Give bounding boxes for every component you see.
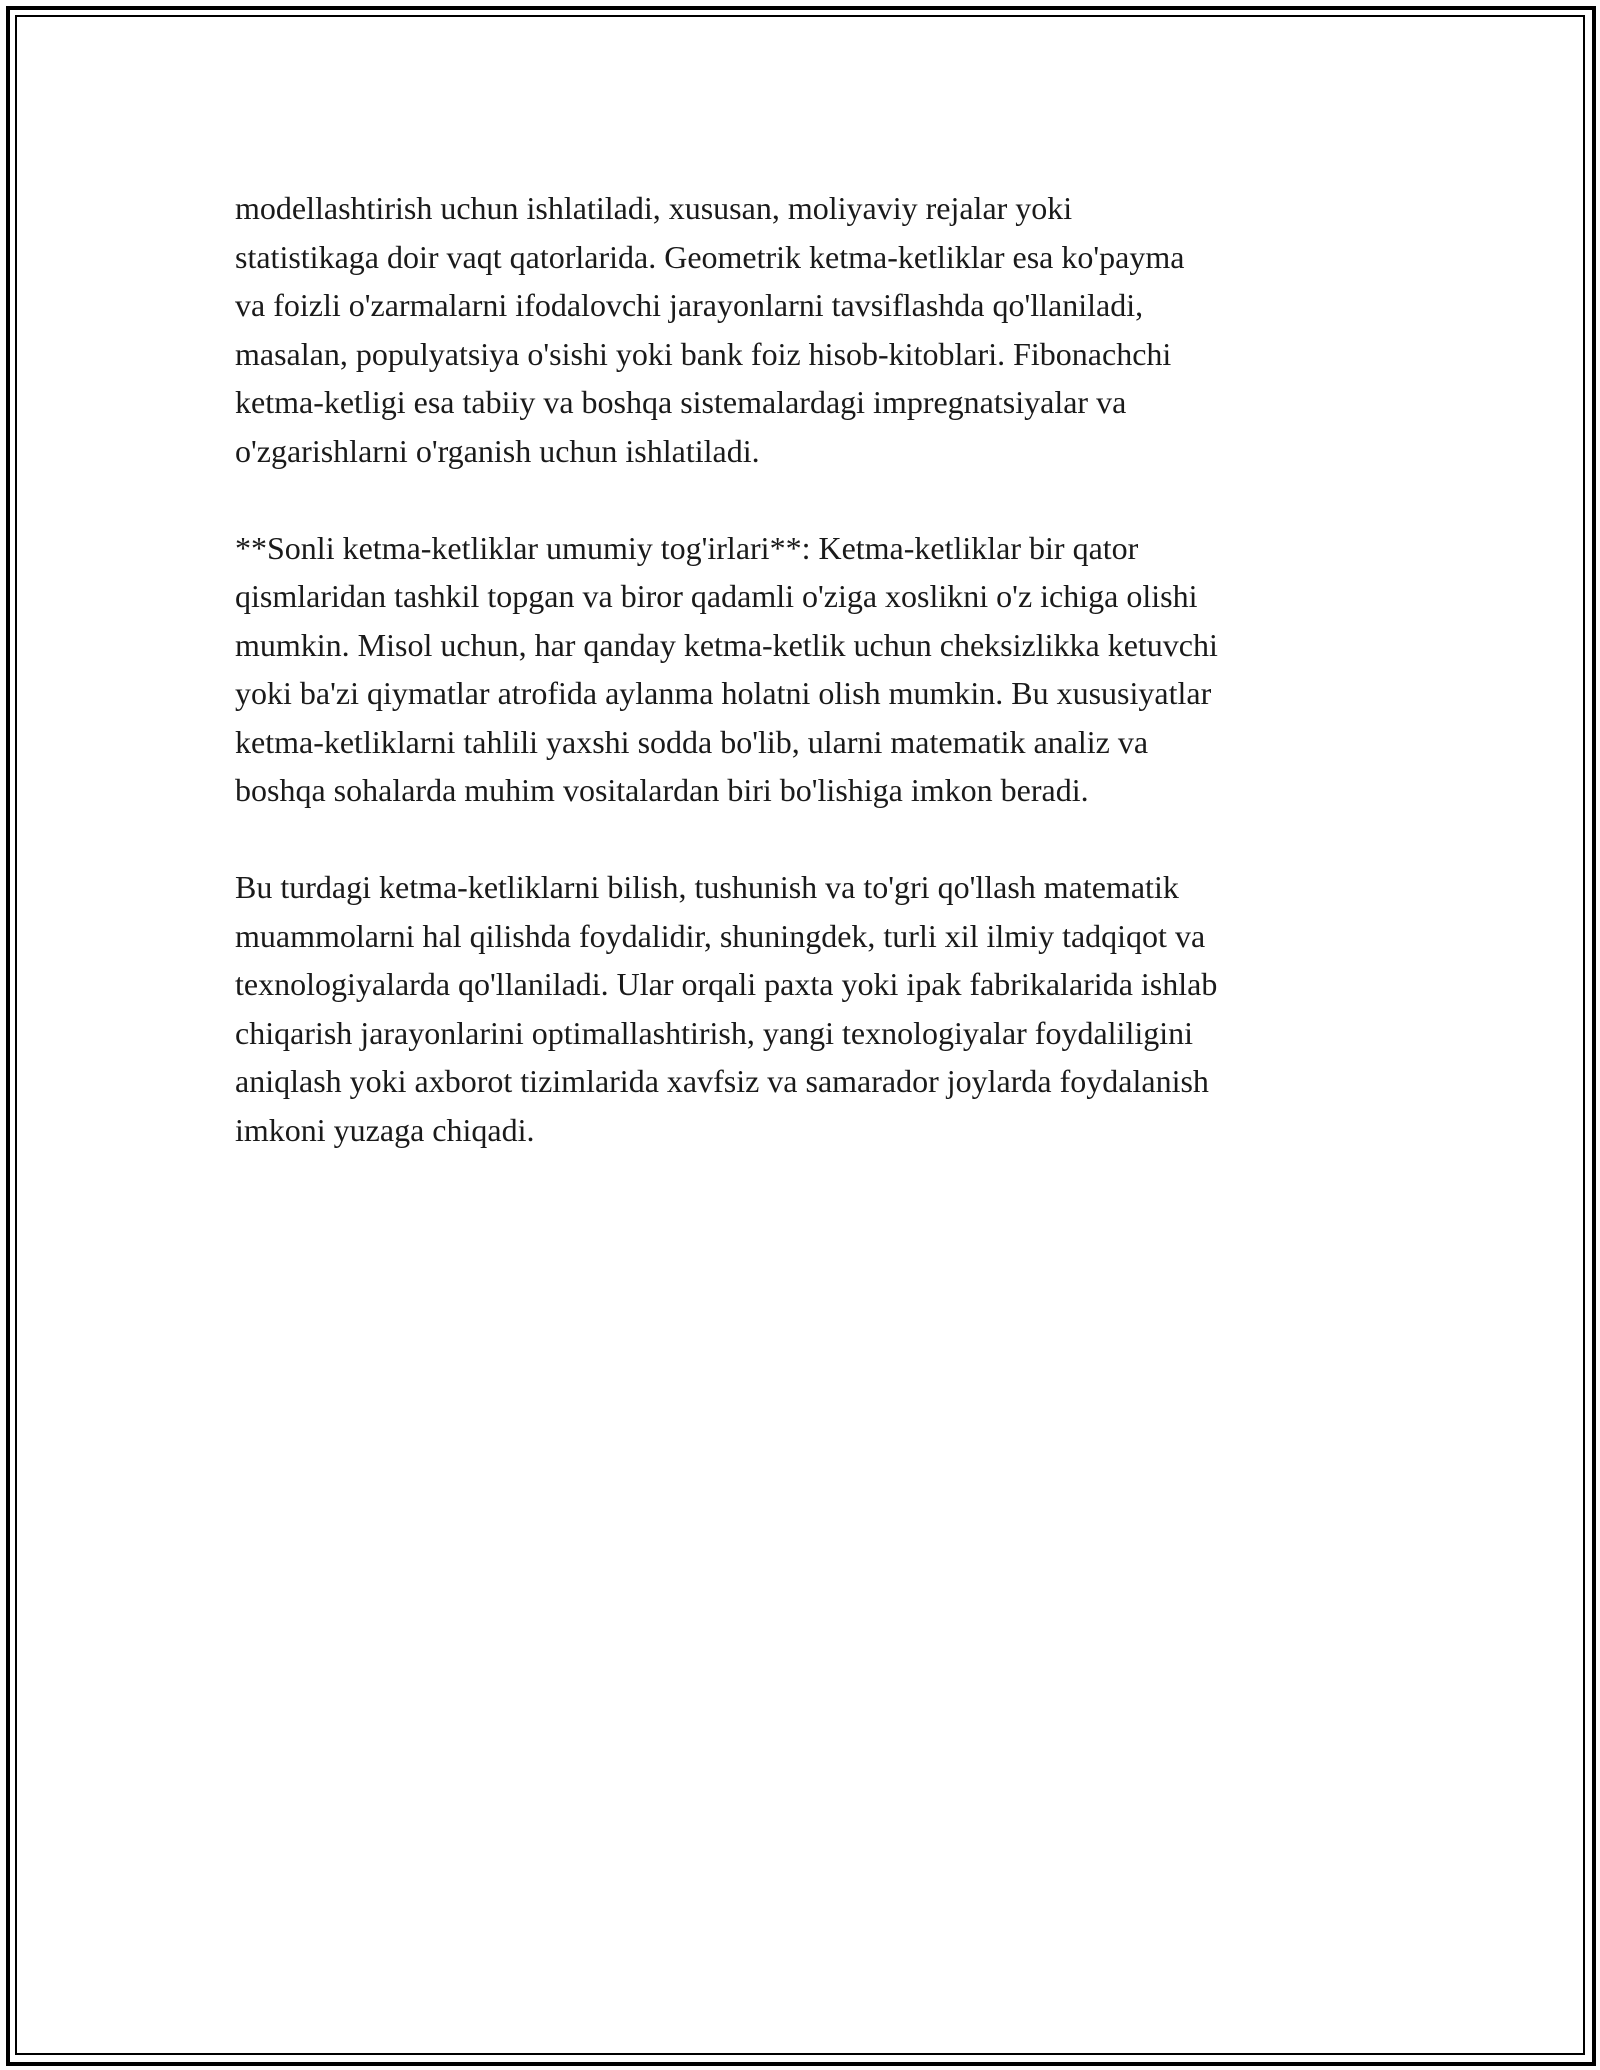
paragraph-1: modellashtirish uchun ishlatiladi, xususan, moliyaviy rejalar yoki statistikaga doir vaqt qatorlarida. Geometrik ketma-ketliklar esa ko'payma va foizli o'zarmalarni ifodalovchi jarayonlarni tavsiflashda qo'llaniladi, masalan, populyatsiya o'sishi yoki bank foiz hisob-kitoblari. Fibonachchi ketma-ketligi esa tabiiy va boshqa sistemalardagi impregnatsiyalar va o'zgarishlarni o'rganish uchun ishlatiladi. <box>235 190 1185 469</box>
paragraph-2: **Sonli ketma-ketliklar umumiy tog'irlari**: Ketma-ketliklar bir qator qismlaridan tashkil topgan va biror qadamli o'ziga xoslikni o'z ichiga olishi mumkin. Misol uchun, har qanday ketma-ketlik uchun cheksizlikka ketuvchi yoki ba'zi qiymatlar atrofida aylanma holatni olish mumkin. Bu xususiyatlar ketma-ketliklarni tahlili yaxshi sodda bo'lib, ularni matematik analiz va boshqa sohalarda muhim vositalardan biri bo'lishiga imkon beradi. <box>235 529 1218 808</box>
paragraph-3: Bu turdagi ketma-ketliklarni bilish, tushunish va to'gri qo'llash matematik muammolarni hal qilishda foydalidir, shuningdek, turli xil ilmiy tadqiqot va texnologiyalarda qo'llaniladi. Ular orqali paxta yoki ipak fabrikalarida ishlab chiqarish jarayonlarini optimallashtirish, yangi texnologiyalar foydaliligini aniqlash yoki axborot tizimlarida xavfsiz va samarador joylarda foydalanish imkoni yuzaga chiqadi. <box>235 869 1218 1148</box>
document-body <box>235 184 1365 1203</box>
